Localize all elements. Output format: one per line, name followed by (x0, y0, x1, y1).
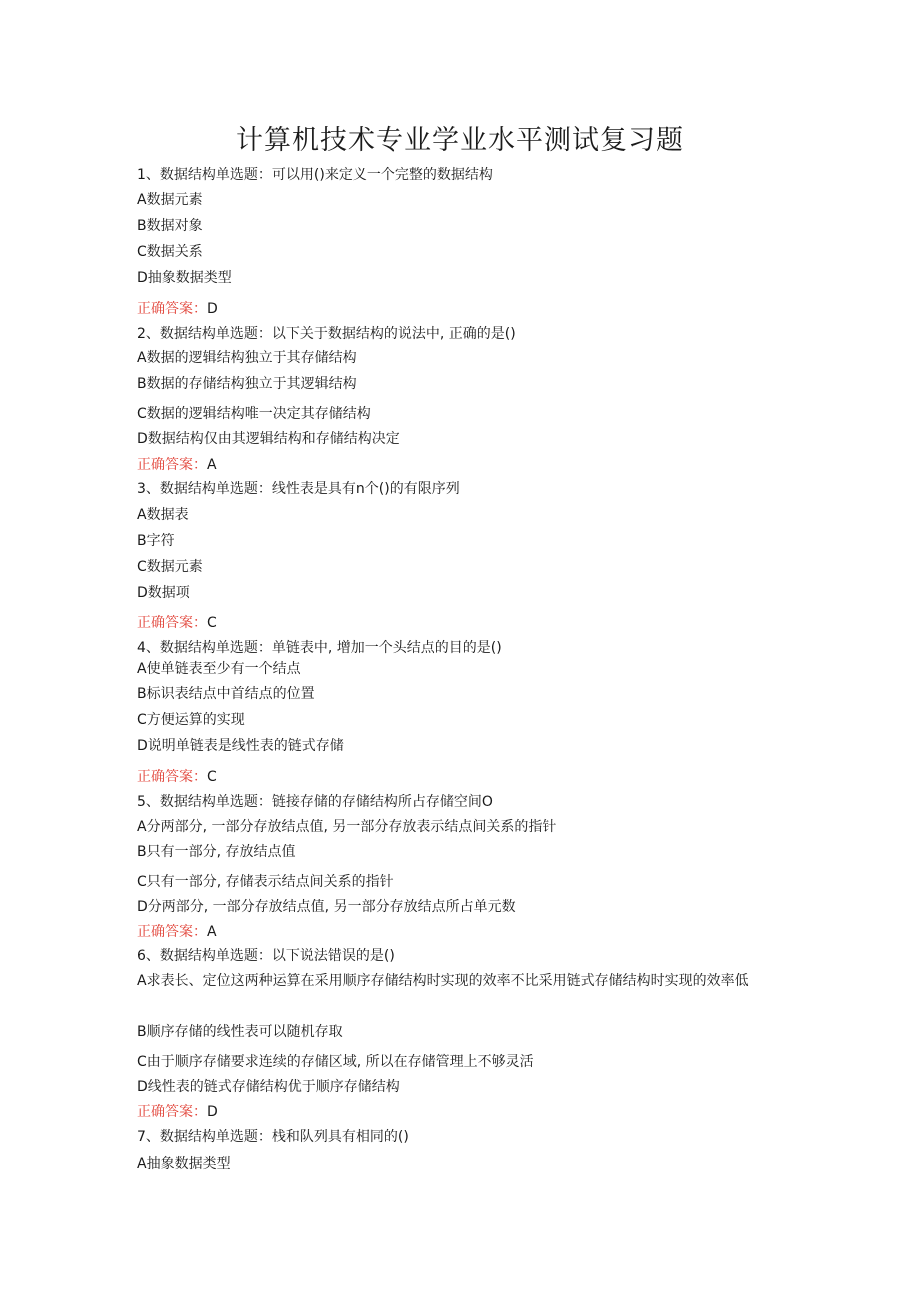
question-4-option-a: A使单链表至少有一个结点 (137, 661, 301, 677)
question-1-option-d: D抽象数据类型 (137, 270, 232, 286)
question-2-option-c: C数据的逻辑结构唯一决定其存储结构 (137, 406, 371, 422)
question-6-option-a: A求表长、定位这两种运算在采用顺序存储结构时实现的效率不比采用链式存储结构时实现的效率低 (137, 973, 749, 989)
answer-label: 正确答案： (137, 457, 207, 473)
answer-label: 正确答案： (137, 924, 207, 940)
answer-value: C (207, 769, 217, 785)
question-5-option-a: A分两部分, 一部分存放结点值, 另一部分存放表示结点间关系的指针 (137, 819, 557, 835)
question-1-option-c: C数据关系 (137, 244, 203, 260)
answer-label: 正确答案： (137, 1104, 207, 1120)
answer-value: A (207, 924, 217, 940)
question-6-text: 6、数据结构单选题：以下说法错误的是() (137, 948, 395, 964)
question-6-option-c: C由于顺序存储要求连续的存储区域, 所以在存储管理上不够灵活 (137, 1054, 534, 1070)
question-4-text: 4、数据结构单选题：单链表中, 增加一个头结点的目的是() (137, 640, 502, 656)
question-6-answer (137, 1103, 218, 1121)
question-4-answer (137, 768, 217, 786)
question-3-answer (137, 614, 217, 632)
question-2-option-a: A数据的逻辑结构独立于其存储结构 (137, 350, 357, 366)
answer-value: D (207, 1104, 218, 1120)
question-5-text: 5、数据结构单选题：链接存储的存储结构所占存储空间O (137, 794, 493, 810)
question-3-option-c: C数据元素 (137, 559, 203, 575)
answer-value: C (207, 615, 217, 631)
question-2-option-d: D数据结构仅由其逻辑结构和存储结构决定 (137, 431, 400, 447)
question-1-answer (137, 300, 218, 318)
answer-value: D (207, 301, 218, 317)
question-7-option-a: A抽象数据类型 (137, 1156, 231, 1172)
question-1-option-a: A数据元素 (137, 192, 203, 208)
question-4-option-d: D说明单链表是线性表的链式存储 (137, 738, 344, 754)
question-6-option-b: B顺序存储的线性表可以随机存取 (137, 1024, 343, 1040)
answer-label: 正确答案： (137, 615, 207, 631)
question-3-option-a: A数据表 (137, 507, 189, 523)
question-1-text: 1、数据结构单选题：可以用()来定义一个完整的数据结构 (137, 167, 493, 183)
question-6-option-d: D线性表的链式存储结构优于顺序存储结构 (137, 1079, 400, 1095)
question-5-option-b: B只有一部分, 存放结点值 (137, 844, 296, 860)
question-5-option-d: D分两部分, 一部分存放结点值, 另一部分存放结点所占单元数 (137, 899, 516, 915)
answer-value: A (207, 457, 217, 473)
question-3-text: 3、数据结构单选题：线性表是具有n个()的有限序列 (137, 481, 460, 497)
question-4-option-b: B标识表结点中首结点的位置 (137, 686, 315, 702)
question-4-option-c: C方便运算的实现 (137, 712, 245, 728)
question-2-answer (137, 456, 217, 474)
page-title: 计算机技术专业学业水平测试复习题 (236, 125, 684, 156)
question-5-option-c: C只有一部分, 存储表示结点间关系的指针 (137, 874, 394, 890)
answer-label: 正确答案： (137, 301, 207, 317)
question-1-option-b: B数据对象 (137, 218, 203, 234)
question-2-text: 2、数据结构单选题：以下关于数据结构的说法中, 正确的是() (137, 326, 516, 342)
question-3-option-d: D数据项 (137, 585, 190, 601)
question-7-text: 7、数据结构单选题：栈和队列具有相同的() (137, 1129, 409, 1145)
question-2-option-b: B数据的存储结构独立于其逻辑结构 (137, 376, 357, 392)
question-5-answer (137, 923, 217, 941)
question-3-option-b: B字符 (137, 533, 175, 549)
answer-label: 正确答案： (137, 769, 207, 785)
